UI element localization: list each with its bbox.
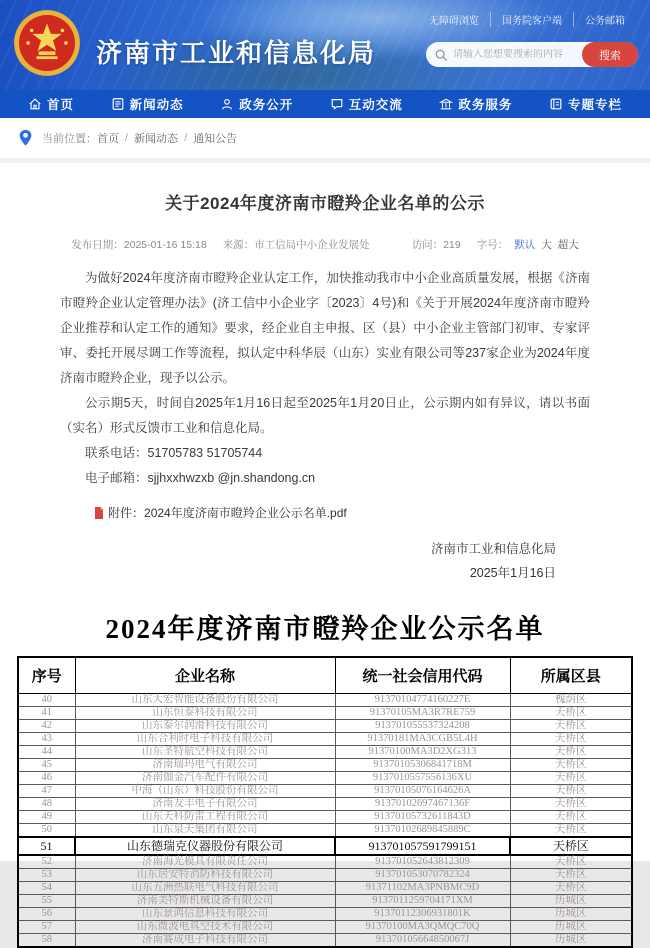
table-row <box>18 733 632 746</box>
font-size-xlarge[interactable]: 超大 <box>557 239 579 251</box>
nav-item-label: 专题专栏 <box>567 98 622 112</box>
table-cell: 天桥区 <box>510 837 632 855</box>
nav-item-topics[interactable] <box>549 95 622 113</box>
table-cell: 50 <box>18 824 75 838</box>
search-bar <box>426 42 638 67</box>
font-size-default[interactable]: 默认 <box>514 239 536 251</box>
services-icon <box>439 97 453 111</box>
table-cell: 天桥区 <box>510 746 632 759</box>
table-cell: 49 <box>18 811 75 824</box>
table-cell: 山东德瑞克仪器股份有限公司 <box>75 837 335 855</box>
table-row <box>18 720 632 733</box>
table-row <box>18 934 632 948</box>
table-cell: 天桥区 <box>510 720 632 733</box>
roster-title: 2024年度济南市瞪羚企业公示名单 <box>105 614 545 644</box>
search-button[interactable]: 搜索 <box>582 42 638 67</box>
nav-item-services[interactable] <box>439 95 512 113</box>
table-cell: 天桥区 <box>510 824 632 838</box>
nav-item-home[interactable] <box>28 95 74 113</box>
table-cell: 45 <box>18 759 75 772</box>
visit-count: 访问：219 <box>411 239 461 251</box>
table-cell: 913701057591799151 <box>335 837 510 855</box>
accessibility-link[interactable]: 无障碍浏览 <box>429 16 479 27</box>
paragraph: 为做好2024年度济南市瞪羚企业认定工作，加快推动我市中小企业高质量发展，根据《济南市瞪羚企业认定管理办法》(济工信中小企业字〔2023〕4号)和《关于开展2024年度济南市瞪羚企业推荐和认定工作的通知》要求，经企业自主申报、区（县）中小企业主管部门初审、专家评审、委托开展尽调工作等流程，拟认定中科华辰（山东）实业有限公司等237家企业为2024年度济南市瞪羚企业，现予以公示。 <box>60 271 590 385</box>
table-cell: 天桥区 <box>510 733 632 746</box>
nav-item-label: 政务服务 <box>458 98 513 112</box>
national-emblem-icon <box>12 8 82 78</box>
table-cell: 91370100MA3QMQC70Q <box>335 921 510 934</box>
roster-table <box>17 656 633 948</box>
table-cell: 52 <box>18 855 75 869</box>
font-size-large[interactable]: 大 <box>541 239 552 251</box>
state-council-app-link[interactable]: 国务院客户端 <box>490 12 573 27</box>
table-cell: 天桥区 <box>510 869 632 882</box>
breadcrumb-label: 当前位置： <box>42 133 97 145</box>
table-cell: 天桥区 <box>510 855 632 869</box>
table-cell: 山东微波电真空技术有限公司 <box>75 921 335 934</box>
article-body <box>60 266 590 491</box>
topics-icon <box>549 97 563 111</box>
roster-table-body <box>18 694 632 948</box>
table-cell: 53 <box>18 869 75 882</box>
site-title: 济南市工业和信息化局 <box>96 37 377 68</box>
table-row <box>18 882 632 895</box>
table-cell: 91370104774160227E <box>335 694 510 707</box>
table-cell: 91370105664850067J <box>335 934 510 948</box>
article <box>0 163 650 585</box>
breadcrumb-home[interactable]: 首页 <box>97 133 119 145</box>
table-cell: 山东景鸿信息科技有限公司 <box>75 908 335 921</box>
table-cell: 56 <box>18 908 75 921</box>
table-cell: 山东五洲热联电气科技有限公司 <box>75 882 335 895</box>
table-cell: 47 <box>18 785 75 798</box>
signature-org: 济南市工业和信息化局 <box>430 542 556 556</box>
table-cell: 天桥区 <box>510 811 632 824</box>
table-cell: 42 <box>18 720 75 733</box>
table-row <box>18 855 632 869</box>
search-input[interactable] <box>453 49 582 60</box>
location-pin-icon <box>18 129 33 147</box>
table-cell: 91370112306931801K <box>335 908 510 921</box>
attachment-label: 附件： <box>108 506 145 520</box>
table-cell: 天桥区 <box>510 785 632 798</box>
font-size-label: 字号： <box>476 239 509 251</box>
table-cell: 91370100MA3D2XG313 <box>335 746 510 759</box>
table-cell: 913701055537324208 <box>335 720 510 733</box>
table-row <box>18 908 632 921</box>
article-source: 来源：市工信局中小企业发展处 <box>222 239 370 251</box>
article-title: 关于2024年度济南市瞪羚企业名单的公示 <box>165 194 485 213</box>
table-cell: 43 <box>18 733 75 746</box>
table-row <box>18 798 632 811</box>
nav-item-label: 政务公开 <box>239 98 294 112</box>
nav-item-news[interactable] <box>111 95 184 113</box>
paragraph: 公示期5天，时间自2025年1月16日起至2025年1月20日止，公示期内如有异议，请以书面（实名）形式反馈市工业和信息化局。 <box>60 396 590 435</box>
table-cell: 91370181MA3CGB5L4H <box>335 733 510 746</box>
table-cell: 历城区 <box>510 934 632 948</box>
table-row <box>18 694 632 707</box>
table-cell: 山东泰尔润滑科技有限公司 <box>75 720 335 733</box>
table-cell: 91370105732611843D <box>335 811 510 824</box>
contact-phone: 联系电话：51705783 51705744 <box>85 446 263 460</box>
table-row <box>18 824 632 838</box>
table-cell: 山东合利时电子科技有限公司 <box>75 733 335 746</box>
table-cell: 济南伽金汽车配件有限公司 <box>75 772 335 785</box>
table-cell: 天桥区 <box>510 798 632 811</box>
utility-links <box>418 12 636 27</box>
nav-item-disclosure[interactable] <box>220 95 293 113</box>
main-nav <box>0 90 650 118</box>
table-cell: 91370105MA3R7RE759 <box>335 707 510 720</box>
attachment-row <box>94 504 590 521</box>
table-row <box>18 759 632 772</box>
table-cell: 历城区 <box>510 895 632 908</box>
signature-date: 2025年1月16日 <box>469 566 556 580</box>
signature-block <box>60 537 590 585</box>
publish-date: 发布日期：2025-01-16 15:18 <box>71 239 207 251</box>
nav-item-interaction[interactable] <box>330 95 403 113</box>
table-row <box>18 869 632 882</box>
table-cell: 山东圣特航空科技有限公司 <box>75 746 335 759</box>
article-meta <box>60 237 590 252</box>
attachment-link[interactable]: 2024年度济南市瞪羚企业公示名单.pdf <box>144 506 347 520</box>
table-row <box>18 921 632 934</box>
table-cell: 山东天科防雷工程有限公司 <box>75 811 335 824</box>
col-header-index: 序号 <box>18 657 75 694</box>
col-header-company: 企业名称 <box>75 657 335 694</box>
table-cell: 51 <box>18 837 75 855</box>
breadcrumb-news[interactable]: 新闻动态 <box>134 133 179 145</box>
table-cell: 历城区 <box>510 908 632 921</box>
table-cell: 天桥区 <box>510 759 632 772</box>
roster-section <box>0 607 650 948</box>
table-cell: 58 <box>18 934 75 948</box>
breadcrumb-notices[interactable]: 通知公告 <box>193 133 238 145</box>
table-cell: 济南赛成电子科技有限公司 <box>75 934 335 948</box>
site-header <box>0 0 650 90</box>
table-cell: 天桥区 <box>510 707 632 720</box>
breadcrumb <box>0 118 650 163</box>
chat-icon <box>330 97 344 111</box>
table-row <box>18 895 632 908</box>
table-row <box>18 811 632 824</box>
breadcrumb-separator: / <box>125 132 129 144</box>
table-cell: 91370102697467136F <box>335 798 510 811</box>
table-cell: 天桥区 <box>510 772 632 785</box>
table-cell: 57 <box>18 921 75 934</box>
contact-email: 电子邮箱：sjjhxxhwzxb @jn.shandong.cn <box>85 471 316 485</box>
table-cell: 山东恒泰科技有限公司 <box>75 707 335 720</box>
table-row <box>18 785 632 798</box>
table-cell: 9137011259704171XM <box>335 895 510 908</box>
home-icon <box>28 97 42 111</box>
breadcrumb-separator: / <box>184 132 188 144</box>
table-cell: 40 <box>18 694 75 707</box>
table-cell: 91370105306841718M <box>335 759 510 772</box>
table-cell: 41 <box>18 707 75 720</box>
table-cell: 中海（山东）科技股份有限公司 <box>75 785 335 798</box>
table-cell: 济南美特斯机械设备有限公司 <box>75 895 335 908</box>
table-cell: 913701053070782324 <box>335 869 510 882</box>
news-icon <box>111 97 125 111</box>
site-brand <box>12 8 376 78</box>
table-row <box>18 772 632 785</box>
table-row <box>18 746 632 759</box>
table-cell: 913701052643812309 <box>335 855 510 869</box>
table-cell: 济南海光模具有限责任公司 <box>75 855 335 869</box>
table-cell: 槐荫区 <box>510 694 632 707</box>
table-cell: 55 <box>18 895 75 908</box>
table-row <box>18 837 632 855</box>
table-cell: 46 <box>18 772 75 785</box>
table-cell: 91370102689845889C <box>335 824 510 838</box>
table-cell: 山东泉天集团有限公司 <box>75 824 335 838</box>
table-cell: 济南瑞玛电气有限公司 <box>75 759 335 772</box>
table-row <box>18 707 632 720</box>
pdf-file-icon <box>94 507 104 519</box>
nav-item-label: 首页 <box>47 98 75 112</box>
col-header-district: 所属区县 <box>510 657 632 694</box>
table-cell: 山东居安特消防科技有限公司 <box>75 869 335 882</box>
table-cell: 48 <box>18 798 75 811</box>
col-header-credit-code: 统一社会信用代码 <box>335 657 510 694</box>
official-mail-link[interactable]: 公务邮箱 <box>573 12 636 27</box>
table-cell: 历城区 <box>510 921 632 934</box>
table-cell: 91371102MA3PNBMC9D <box>335 882 510 895</box>
nav-item-label: 互动交流 <box>348 98 403 112</box>
nav-item-label: 新闻动态 <box>129 98 184 112</box>
disclosure-icon <box>220 97 234 111</box>
table-cell: 天桥区 <box>510 882 632 895</box>
table-header-row <box>18 657 632 694</box>
table-cell: 44 <box>18 746 75 759</box>
table-cell: 济南友丰电子有限公司 <box>75 798 335 811</box>
table-cell: 91370105076164626A <box>335 785 510 798</box>
table-cell: 9137010557556136XU <box>335 772 510 785</box>
table-cell: 54 <box>18 882 75 895</box>
table-cell: 山东大宏智能设备股份有限公司 <box>75 694 335 707</box>
search-icon <box>435 49 447 61</box>
